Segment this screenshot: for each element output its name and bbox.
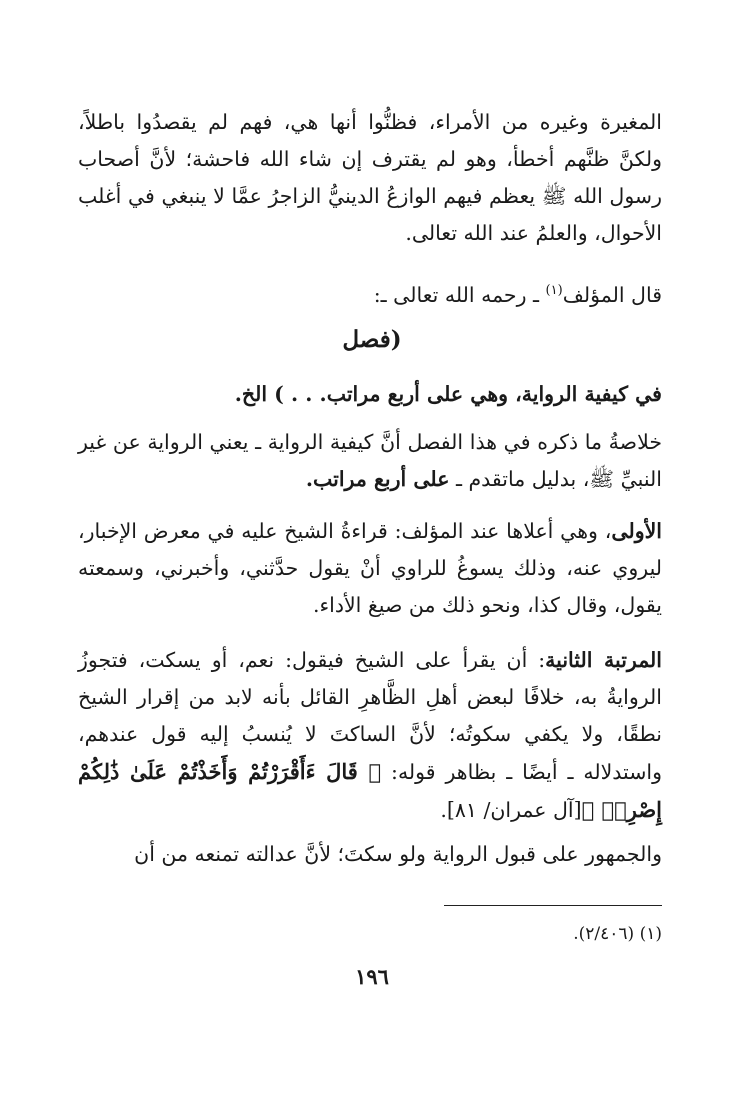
quran-reference: [آل عمران/ ٨١]. [440, 798, 582, 822]
summary-bold-text: على أربع مراتب. [305, 467, 450, 491]
section-heading: (فصل [342, 326, 402, 353]
second-rank-label: المرتبة الثانية [545, 648, 663, 672]
quoted-intro [78, 376, 662, 413]
quoted-intro-text: في كيفية الرواية، وهي على أربع مراتب. . . ) الخ. [234, 382, 662, 406]
paragraph-opening [78, 104, 662, 252]
paragraph-opening-text: المغيرة وغيره من الأمراء، فظنُّوا أنها هي، فهم لم يقصدُوا باطلاً، ولكنَّ ظنَّهم أخطأ، وهو لم يقترف إن شاء الله فاحشة؛ لأنَّ أصحاب رسول الله ﷺ يعظم فيهم الوازعُ الدينيُّ الزاجرُ عمَّا لا ينبغي في أغلب الأحوال، والعلمُ عند الله تعالى. [78, 110, 662, 245]
footnote-divider [444, 905, 662, 906]
first-rank-text: ، وهي أعلاها عند المؤلف: قراءةُ الشيخ عليه في معرض الإخبار، ليروي عنه، وذلك يسوغُ للراوي أنْ يقول حدَّثني، وأخبرني، وسمعته يقول، وقال كذا، ونحو ذلك من صيغ الأداء. [78, 519, 662, 617]
footnote-marker[interactable]: (١) [545, 283, 563, 298]
last-paragraph-text: والجمهور على قبول الرواية ولو سكتَ؛ لأنَّ عدالته تمنعه من أن [134, 842, 662, 866]
footnote [78, 920, 662, 948]
summary-text: خلاصةُ ما ذكره في هذا الفصل أنَّ كيفية الرواية ـ يعني الرواية عن غير النبيِّ ﷺ، بدليل ماتقدم ـ [78, 430, 662, 491]
author-said-rest: ـ رحمه الله تعالى ـ: [373, 282, 546, 307]
author-said-line [78, 272, 662, 314]
summary-paragraph [78, 424, 662, 498]
first-rank-label: الأولى [611, 519, 662, 543]
last-paragraph [78, 836, 662, 873]
page-number: ١٩٦ [355, 964, 389, 989]
first-rank-paragraph [78, 513, 662, 624]
second-rank-text: : أن يقرأ على الشيخ فيقول: نعم، أو يسكت، فتجوزُ الروايةُ به، خلافًا لبعض أهلِ الظَّاهرِ القائل بأنه لابد من إقرار الشيخ نطقًا، ولا يكفي سكوتُه؛ لأنَّ الساكتَ لا يُنسبُ إليه قول عندهم، واستدلاله ـ أيضًا ـ بظاهر قوله: [78, 648, 662, 784]
quran-verse: ﴿ قَالَ ءَأَقْرَرْتُمْ وَأَخَذْتُمْ عَلَىٰ ذَٰلِكُمْ إِصْرِيۖ ﴾ [78, 759, 662, 822]
footnote-text: (١) (٢/٤٠٦). [573, 924, 662, 944]
author-said-text: قال المؤلف [562, 282, 662, 307]
second-rank-paragraph [78, 642, 662, 829]
